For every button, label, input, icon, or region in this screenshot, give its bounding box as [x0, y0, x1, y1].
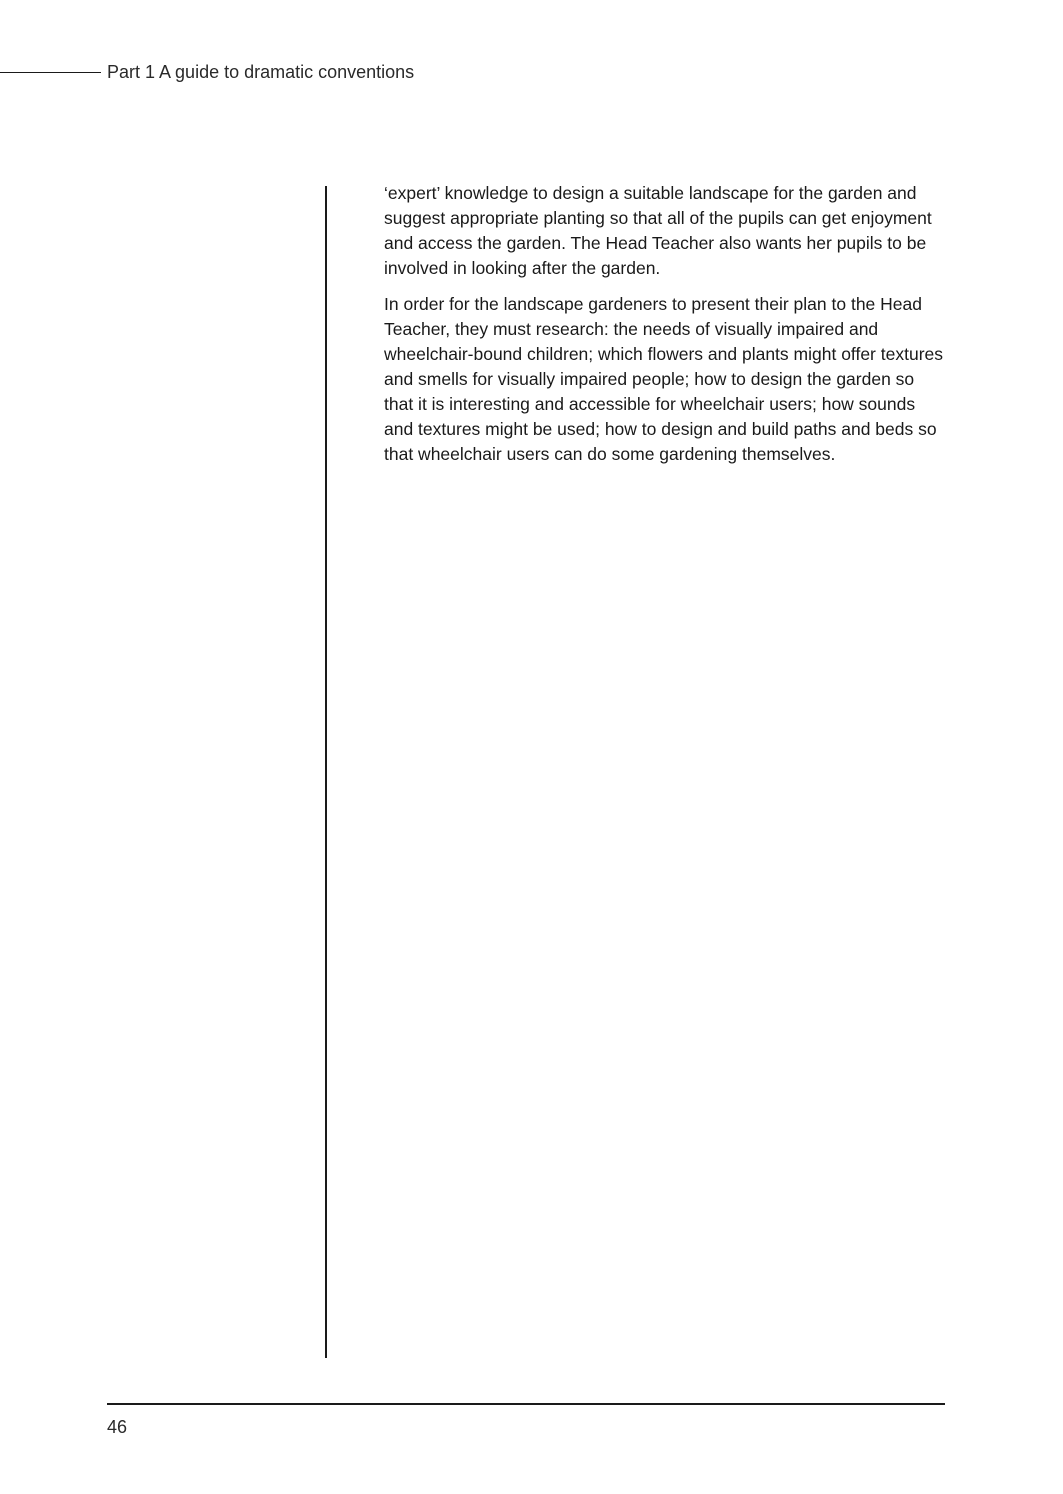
- footer-rule: [107, 1403, 945, 1405]
- body-paragraph: In order for the landscape gardeners to present their plan to the Head Teacher, they must research: the needs of visually impaired and wheelchair-bound children; which flowers and plants might offer textures and smells for visually impaired people; how to design the garden so that it is interesting and accessible for wheelchair users; how sounds and textures might be used; how to design and build paths and beds so that wheelchair users can do some gardening themselves.: [384, 294, 944, 464]
- header-rule: [0, 72, 101, 73]
- running-head: Part 1 A guide to dramatic conventions: [107, 62, 415, 82]
- margin-rule: [325, 186, 327, 1358]
- body-paragraph: ‘expert’ knowledge to design a suitable landscape for the garden and suggest appropriate planting so that all of the pupils can get enjoyment and access the garden. The Head Teacher also wants her pupils to be involved in looking after the garden.: [384, 183, 932, 278]
- body-text: [384, 181, 944, 478]
- page-number: 46: [107, 1417, 128, 1437]
